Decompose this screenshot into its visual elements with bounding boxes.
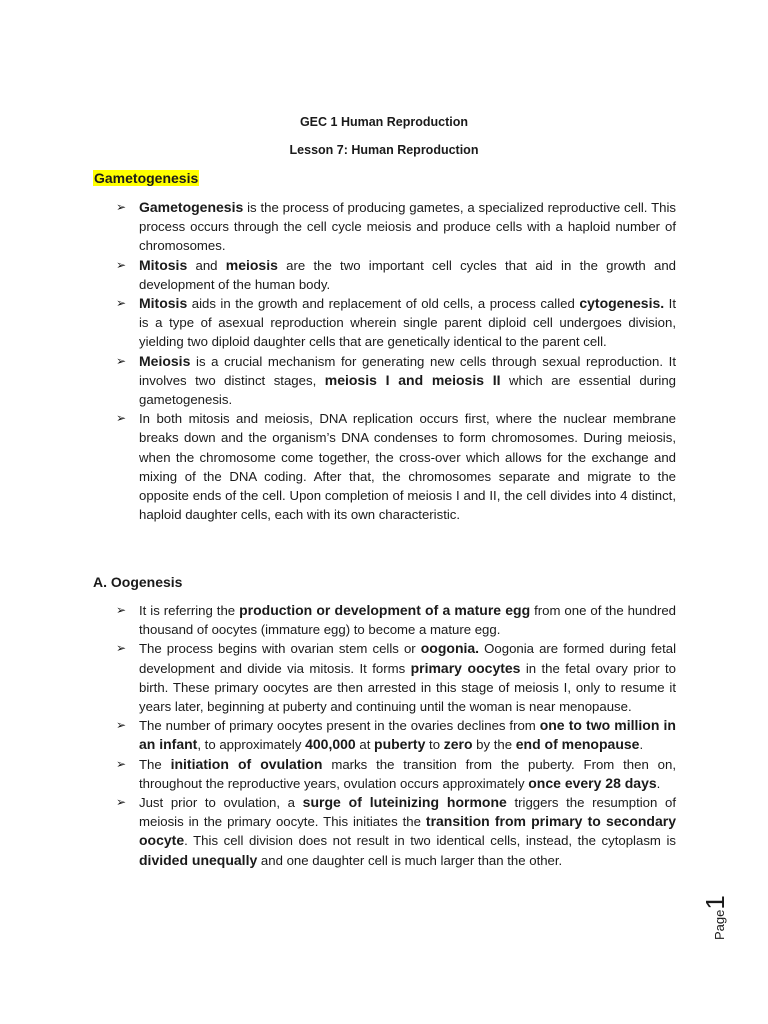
oogenesis-list bbox=[114, 601, 676, 870]
item-text: is a crucial mechanism for generating new cells through sexual reproduction. It involves two distinct stages, bbox=[139, 353, 676, 388]
item-text: Just prior to ovulation, a bbox=[139, 795, 303, 811]
bold-term: initiation of ovulation bbox=[170, 755, 323, 772]
item-text: from one of the hundred thousand of oocytes (immature egg) to become a mature egg. bbox=[139, 603, 676, 638]
list-item bbox=[114, 716, 676, 754]
arrowhead-bullet-icon: ➢ bbox=[116, 718, 127, 733]
bold-term: surge of luteinizing hormone bbox=[302, 794, 507, 811]
arrowhead-bullet-icon: ➢ bbox=[116, 353, 127, 368]
item-text: . bbox=[656, 775, 661, 791]
item-text: is the process of producing gametes, a specialized reproductive cell. This process occurs through the cell cycle meiosis and produce cells with a haploid number of chromosomes. bbox=[139, 200, 676, 254]
arrowhead-bullet-icon: ➢ bbox=[116, 795, 127, 810]
bold-term: Mitosis bbox=[139, 256, 188, 273]
arrowhead-bullet-icon: ➢ bbox=[116, 257, 127, 272]
arrowhead-bullet-icon: ➢ bbox=[116, 641, 127, 656]
bold-term: Gametogenesis bbox=[139, 199, 244, 215]
bold-term: 400,000 bbox=[305, 736, 356, 753]
arrowhead-bullet-icon: ➢ bbox=[116, 200, 127, 214]
document-title: GEC 1 Human Reproduction bbox=[299, 115, 469, 129]
item-text: at bbox=[355, 737, 375, 753]
item-text: , to approximately bbox=[197, 737, 306, 753]
item-text: . bbox=[639, 737, 644, 753]
bold-term: primary oocytes bbox=[410, 659, 521, 676]
bold-term: meiosis I and meiosis II bbox=[324, 371, 501, 388]
item-text: and bbox=[187, 257, 226, 273]
bold-term: divided unequally bbox=[139, 851, 258, 868]
bold-term: production or development of a mature egg bbox=[239, 602, 531, 618]
lesson-title: Lesson 7: Human Reproduction bbox=[289, 143, 479, 157]
arrowhead-bullet-icon: ➢ bbox=[116, 603, 127, 617]
item-text: Oogonia are formed during fetal development and divide via mitosis. It forms bbox=[139, 641, 676, 676]
section-heading-oogenesis: A. Oogenesis bbox=[93, 574, 183, 590]
bold-term: transition from primary to secondary oocyte bbox=[139, 813, 677, 849]
item-text: which are essential during gametogenesis. bbox=[139, 372, 676, 408]
list-item bbox=[114, 256, 676, 294]
item-text: in the fetal ovary prior to birth. These primary oocytes are then arrested in this stage of meiosis I, only to resume it years later, beginning at puberty and continuing until the woman is near menopause. bbox=[139, 660, 676, 715]
item-text: . This cell division does not result in two identical cells, instead, the cytoplasm is bbox=[184, 833, 676, 849]
item-text: marks the transition from the puberty. From then on, throughout the reproductive years, ovulation occurs approximately bbox=[139, 756, 676, 791]
list-item bbox=[114, 409, 676, 524]
list-item bbox=[114, 755, 676, 793]
item-text: aids in the growth and replacement of old cells, a process called bbox=[187, 296, 580, 312]
page-number bbox=[700, 880, 730, 940]
list-item bbox=[114, 639, 676, 716]
item-text: The bbox=[139, 756, 171, 772]
item-text: and one daughter cell is much larger than the other. bbox=[257, 852, 563, 868]
arrowhead-bullet-icon: ➢ bbox=[116, 296, 127, 311]
page-digit: 1 bbox=[700, 895, 730, 910]
item-text: The number of primary oocytes present in the ovaries declines from bbox=[139, 718, 540, 734]
item-text: triggers the resumption of meiosis in the primary oocyte. This initiates the bbox=[139, 795, 676, 830]
item-text: It is referring the bbox=[139, 603, 240, 618]
gametogenesis-list bbox=[114, 198, 676, 524]
bold-term: once every 28 days bbox=[528, 774, 657, 791]
bold-term: end of menopause bbox=[515, 736, 640, 753]
bold-term: Meiosis bbox=[139, 352, 191, 369]
list-item bbox=[114, 198, 676, 256]
item-text: It is a type of asexual reproduction wherein single parent diploid cell undergoes division, yielding two diploid daughter cells that are genetically identical to the parent cell. bbox=[139, 296, 676, 350]
item-text: by the bbox=[472, 737, 516, 753]
section-heading-gametogenesis: Gametogenesis bbox=[94, 170, 199, 186]
list-item bbox=[114, 793, 676, 870]
item-text: In both mitosis and meiosis, DNA replication occurs first, where the nuclear membrane breaks down and the organism’s DNA condenses to form chromosomes. During meiosis, when the chromosome come together, the cross-over which allows for the exchange and mixing of the DNA coding. After that, the chromosomes separate and migrate to the opposite ends of the cell. Upon completion of meiosis I and II, the cell divides into 4 distinct, haploid daughter cells, each with its own characteristic. bbox=[139, 411, 676, 523]
bold-term: oogonia. bbox=[420, 640, 480, 657]
item-text: The process begins with ovarian stem cells or bbox=[139, 641, 421, 657]
bold-term: puberty bbox=[374, 736, 426, 753]
bold-term: zero bbox=[443, 736, 473, 753]
bold-term: cytogenesis. bbox=[579, 295, 665, 312]
page-label: Page bbox=[712, 909, 727, 940]
list-item bbox=[114, 601, 676, 639]
list-item bbox=[114, 352, 676, 410]
arrowhead-bullet-icon: ➢ bbox=[116, 411, 127, 426]
bold-term: meiosis bbox=[225, 256, 278, 273]
bold-term: one to two million in an infant bbox=[139, 717, 676, 753]
item-text: are the two important cell cycles that aid in the growth and development of the human body. bbox=[139, 257, 676, 292]
item-text: to bbox=[425, 737, 444, 753]
list-item bbox=[114, 294, 676, 352]
bold-term: Mitosis bbox=[139, 295, 188, 312]
arrowhead-bullet-icon: ➢ bbox=[116, 756, 127, 771]
